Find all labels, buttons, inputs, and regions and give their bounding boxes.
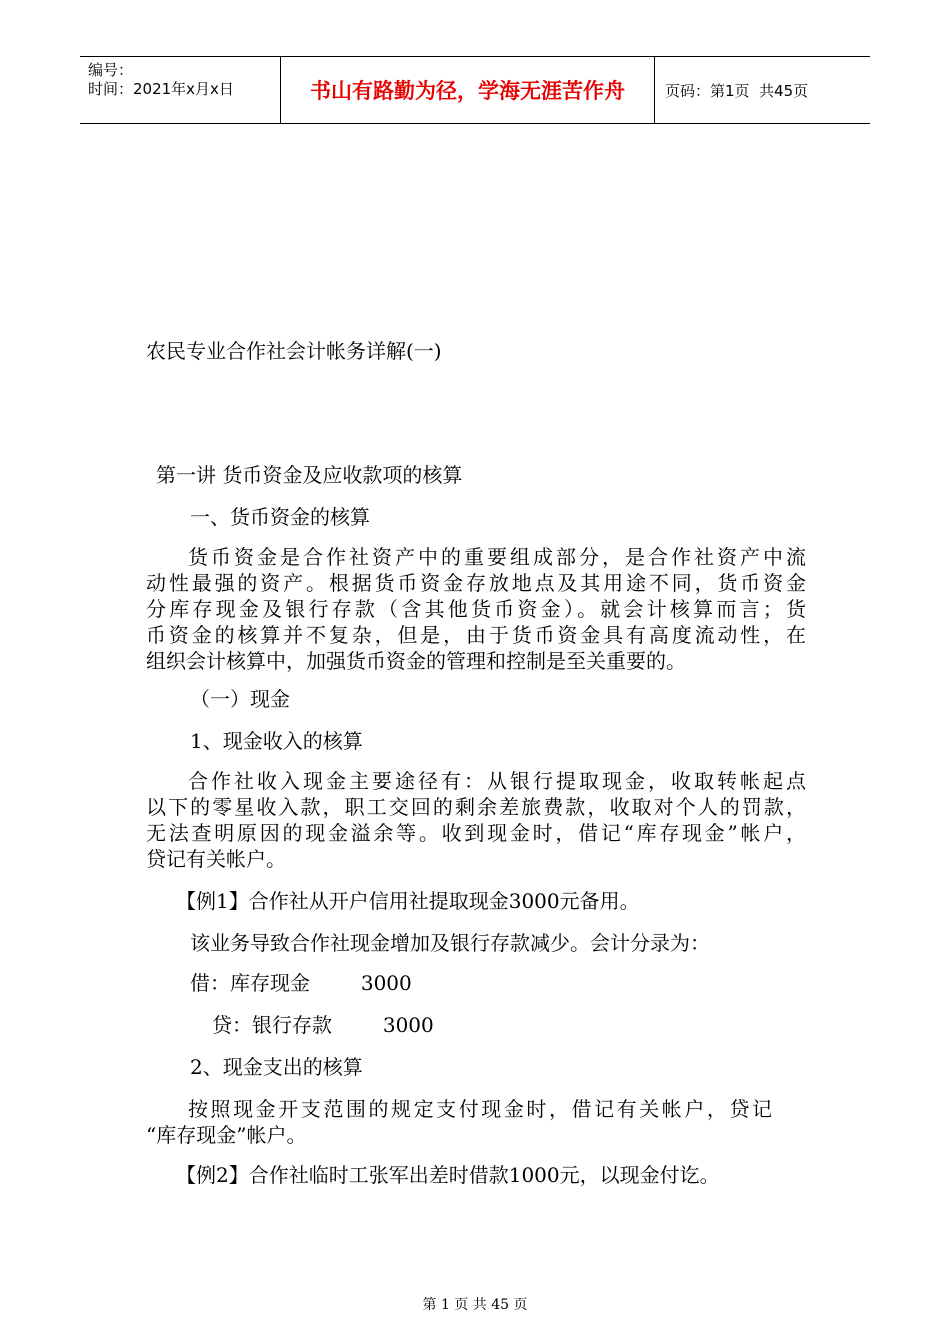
item-heading-cash-income: 1、现金收入的核算: [190, 729, 363, 753]
motto-text: 书山有路勤为径，学海无涯苦作舟: [310, 79, 625, 103]
item-heading-cash-expense: 2、现金支出的核算: [190, 1055, 363, 1079]
journal-entry-debit: 借：库存现金 3000: [190, 971, 412, 995]
section-heading-currency: 一、货币资金的核算: [190, 505, 370, 529]
document-time-label: 时间：2021年x月x日: [88, 80, 234, 98]
paragraph-line: 货币资金是合作社资产中的重要组成部分，是合作社资产中流: [188, 545, 806, 569]
header-page-info: [655, 57, 870, 123]
header-motto: [281, 57, 655, 123]
page-footer: 第 1 页 共 45 页: [422, 1297, 528, 1313]
paragraph-line: 合作社收入现金主要途径有：从银行提取现金，收取转帐起点: [188, 769, 806, 793]
lecture-heading: 第一讲 货币资金及应收款项的核算: [156, 463, 463, 487]
paragraph-line: 按照现金开支范围的规定支付现金时，借记有关帐户，贷记: [188, 1097, 772, 1121]
example-1-note: 该业务导致合作社现金增加及银行存款减少。会计分录为：: [190, 931, 710, 955]
paragraph-line: 分库存现金及银行存款（含其他货币资金）。就会计核算而言；货: [146, 597, 806, 621]
paragraph-currency-intro: [146, 544, 806, 674]
paragraph-line: 贷记有关帐户。: [146, 847, 286, 871]
paragraph-line: 动性最强的资产。根据货币资金存放地点及其用途不同，货币资金: [146, 571, 806, 595]
document-title: 农民专业合作社会计帐务详解(一): [146, 339, 442, 363]
paragraph-cash-income: [146, 768, 806, 872]
header-meta: [80, 57, 281, 123]
paragraph-line: 币资金的核算并不复杂，但是，由于货币资金具有高度流动性，在: [146, 623, 806, 647]
paragraph-line: 无法查明原因的现金溢余等。收到现金时，借记“库存现金”帐户，: [146, 821, 806, 845]
example-1: 【例1】合作社从开户信用社提取现金3000元备用。: [176, 889, 640, 913]
paragraph-line: 以下的零星收入款，职工交回的剩余差旅费款，收取对个人的罚款，: [146, 795, 806, 819]
page-info-text: 页码：第1页 共45页: [665, 81, 809, 100]
page-header: [80, 56, 870, 124]
journal-entry-credit: 贷：银行存款 3000: [212, 1013, 434, 1037]
paragraph-cash-expense: [146, 1096, 772, 1148]
example-2: 【例2】合作社临时工张军出差时借款1000元，以现金付讫。: [176, 1163, 720, 1187]
paragraph-line: “库存现金”帐户。: [146, 1123, 307, 1147]
document-number-label: 编号：: [88, 61, 134, 79]
subsection-heading-cash: （一）现金: [190, 687, 290, 711]
paragraph-line: 组织会计核算中，加强货币资金的管理和控制是至关重要的。: [146, 649, 686, 673]
